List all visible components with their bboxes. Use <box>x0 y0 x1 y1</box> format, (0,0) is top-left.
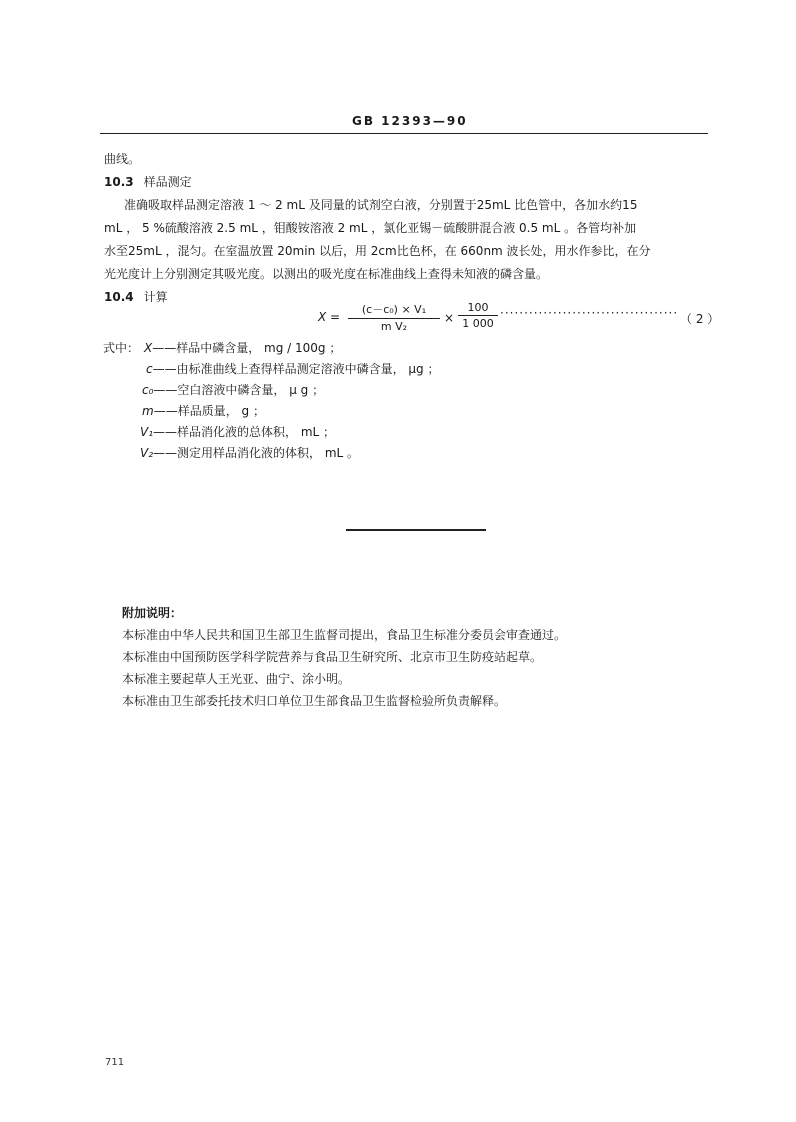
section-title: 计算 <box>143 290 168 304</box>
definition-item <box>142 401 265 422</box>
header-rule <box>100 133 708 134</box>
fraction-1-denominator: m V₂ <box>380 320 408 333</box>
section-number: 10.3 <box>104 175 134 189</box>
formula-lhs: X = <box>318 310 341 324</box>
page-number: 711 <box>105 1057 125 1068</box>
definition-text: ——测定用样品消化液的体积， mL 。 <box>153 446 360 460</box>
definition-item <box>140 422 335 443</box>
definition-text: ——由标准曲线上查得样品测定溶液中磷含量， μg ； <box>152 362 440 376</box>
definition-symbol: V₁ <box>140 425 154 439</box>
notes-title: 附加说明： <box>122 606 183 620</box>
section-title: 样品测定 <box>143 175 192 189</box>
section-10-3-line-1: 准确吸取样品测定溶液 1 ～ 2 mL 及同量的试剂空白液，分别置于25mL 比色管中，各加水约15 <box>124 198 638 212</box>
section-number: 10.4 <box>104 290 134 304</box>
definition-text: ——样品质量， g ； <box>153 404 265 418</box>
note-line: 本标准由中国预防医学科学院营养与食品卫生研究所、北京市卫生防疫站起草。 <box>122 650 543 664</box>
definition-symbol: X <box>144 341 153 355</box>
definition-symbol: c₀ <box>142 383 154 397</box>
equation-number: （ 2 ） <box>680 312 720 326</box>
definition-item <box>140 443 359 464</box>
section-10-3-heading <box>104 171 714 194</box>
note-line: 本标准由中华人民共和国卫生部卫生监督司提出，食品卫生标准分委员会审查通过。 <box>122 628 567 642</box>
note-line: 本标准主要起草人王光亚、曲宁、涂小明。 <box>122 672 351 686</box>
fraction-2-bar <box>458 315 498 316</box>
definition-text: ——样品中磷含量， mg / 100g ； <box>152 341 342 355</box>
note-line: 本标准由卫生部委托技术归口单位卫生部食品卫生监督检验所负责解释。 <box>122 694 507 708</box>
formula-times: × <box>444 311 455 325</box>
definition-text: ——样品消化液的总体积， mL ； <box>153 425 336 439</box>
definition-item <box>144 338 341 359</box>
fraction-1-numerator: (c－c₀) × V₁ <box>361 303 427 316</box>
definition-symbol: c <box>146 362 153 376</box>
formula-fraction-2 <box>458 301 498 330</box>
definition-symbol: m <box>142 404 154 418</box>
definition-symbol: V₂ <box>140 446 154 460</box>
definition-item <box>146 359 440 380</box>
formula-leader-dots: ····································· <box>500 306 679 320</box>
definition-text: ——空白溶液中磷含量， μ g ； <box>153 383 325 397</box>
formula-fraction-1 <box>348 301 440 333</box>
fraction-2-numerator: 100 <box>467 301 489 314</box>
end-of-standard-rule <box>346 529 486 531</box>
fraction-2-denominator: 1 000 <box>462 317 494 330</box>
section-10-3-line-4: 光光度计上分别测定其吸光度。以测出的吸光度在标准曲线上查得未知液的磷含量。 <box>104 267 549 281</box>
definition-item <box>142 380 324 401</box>
intro-text: 曲线。 <box>104 152 141 166</box>
standard-code-header: GB 12393—90 <box>352 114 468 128</box>
fraction-1-bar <box>348 318 440 319</box>
definitions-lead: 式中： <box>103 341 140 355</box>
section-10-3-line-3: 水至25mL ，混匀。在室温放置 20min 以后，用 2cm比色杯，在 660nm 波长处，用水作参比，在分 <box>104 244 651 258</box>
section-10-3-line-2: mL ， 5 %硫酸溶液 2.5 mL ，钼酸铵溶液 2 mL ，氯化亚锡－硫酸肼混合液 0.5 mL 。各管均补加 <box>104 221 637 235</box>
